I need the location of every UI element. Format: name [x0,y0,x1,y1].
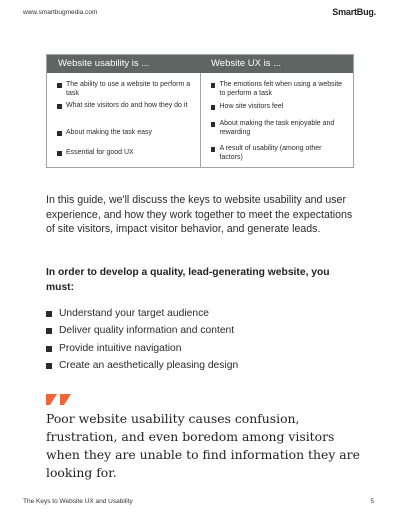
bullet-square-icon [46,346,52,352]
comparison-table [46,54,354,168]
ux-item-text: How site visitors feel [219,103,284,110]
bullet-square-icon [46,311,52,317]
bullet-square-icon [57,131,62,136]
smartbug-logo: SmartBug. [332,7,376,17]
usability-item [57,102,192,111]
comparison-header-row [47,55,353,73]
ux-item-text: A result of usability (among other factors) [219,145,322,161]
list-item-text: Create an aesthetically pleasing design [59,359,239,371]
list-item-text: Provide intuitive navigation [59,342,182,354]
intro-paragraph: In this guide, we'll discuss the keys to website usability and user experience, and how they work together to meet the expectations of site visitors, impact visitor behavior, and generate leads. [46,194,353,235]
footer-title: The Keys to Website UX and Usability [23,498,133,505]
ux-item [211,81,346,98]
quote-mark-icon [46,394,74,405]
usability-item-text: What site visitors do and how they do it [66,102,188,109]
ux-item-text: About making the task enjoyable and rewarding [219,120,335,136]
bullet-square-icon [211,83,216,88]
usability-item-text: The ability to use a website to perform a task [66,81,191,97]
requirements-list [46,305,238,374]
bullet-square-icon [57,104,62,109]
ux-column [200,73,354,167]
bullet-square-icon [211,105,216,110]
usability-column-heading: Website usability is ... [58,58,150,69]
bullet-square-icon [57,83,62,88]
ux-item [211,120,346,137]
bullet-square-icon [46,328,52,334]
usability-column [47,73,200,167]
bullet-square-icon [211,122,216,127]
list-item-text: Understand your target audience [59,308,209,319]
site-url[interactable]: www.smartbugmedia.com [23,9,98,16]
list-item [46,305,238,322]
bullet-square-icon [57,151,62,156]
bullet-square-icon [46,363,52,369]
list-item [46,357,238,374]
pull-quote: Poor website usability causes confusion, frustration, and even boredom among visitors when they are unable to find information they are looking for. [46,411,360,480]
usability-item [57,81,192,98]
list-item [46,322,238,339]
usability-item-text: About making the task easy [66,129,152,136]
usability-item [57,149,192,158]
ux-item [211,103,346,112]
ux-item-text: The emotions felt when using a website to perform a task [219,81,343,97]
bullet-square-icon [211,147,216,152]
list-item [46,340,238,357]
ux-item [211,145,346,162]
list-item-text: Deliver quality information and content [59,325,235,337]
ux-column-heading: Website UX is ... [211,58,282,69]
usability-item [57,129,192,138]
lead-heading: In order to develop a quality, lead-generating website, you must: [46,267,330,293]
usability-item-text: Essential for good UX [66,149,134,156]
comparison-body [47,73,353,167]
page-number: 5 [370,498,374,505]
